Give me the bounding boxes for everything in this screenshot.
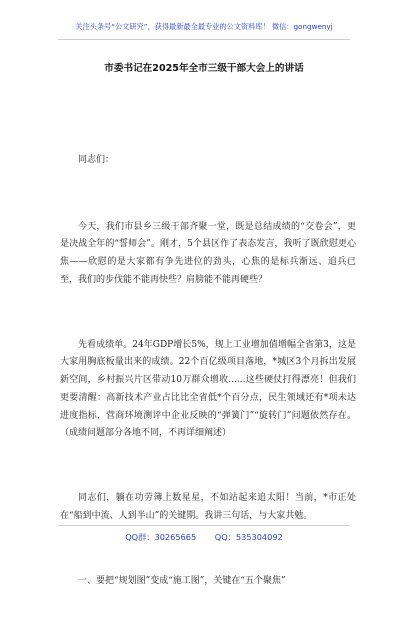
header-divider xyxy=(58,39,350,40)
footer-qq: QQ：535304092 xyxy=(214,532,283,542)
document-title: 市委书记在2025年全市三级干部大会上的讲话 xyxy=(104,63,304,74)
footer-divider xyxy=(58,525,350,526)
footer xyxy=(0,532,408,543)
section-heading-1: 一、要把“规划图”变成“施工图”，关键在“五个聚焦” xyxy=(78,576,286,587)
greeting: 同志们： xyxy=(78,155,115,166)
document-body xyxy=(60,117,356,621)
paragraph-call-to-action: 同志们，躺在功劳簿上数星星，不如站起来追太阳！当前，*市正处在“船到中流、人到半山”的关键期。我讲三句话，与大家共勉。 xyxy=(60,493,356,522)
paragraph-achievements: 先看成绩单。24年GDP增长5%，规上工业增加值增幅全省第3，这是大家用胸底板量出来的成绩。22个百亿级项目落地，*城区3个月拆出发展新空间，乡村振兴片区带动10万群众增收......这些硬仗打得漂亮！但我们更要清醒：高新技术产业占比比全省低*个百分点，民生领域还有*项未达进度指标，营商环境测评中企业反映的“弹簧门”“旋转门”问题依然存在。（成绩问题部分各地不同，不再详细阐述） xyxy=(60,339,356,439)
footer-qq-group: QQ群：30265665 xyxy=(125,532,197,542)
header-note: 关注头条号“公文研究”，获得最新最全最专业的公文资料库！ 微信：gongwenyj xyxy=(75,22,333,31)
paragraph-intro: 今天，我们市县乡三级干部齐聚一堂，既是总结成绩的“交卷会”，更是决战全年的“誓师会”。刚才，5个县区作了表态发言，我听了既欣慰更心焦——欣慰的是大家都有争先进位的劲头，心焦的是标兵渐远、追兵已至，我们的步伐能不能再快些？肩膀能不能再硬些？ xyxy=(60,221,356,285)
